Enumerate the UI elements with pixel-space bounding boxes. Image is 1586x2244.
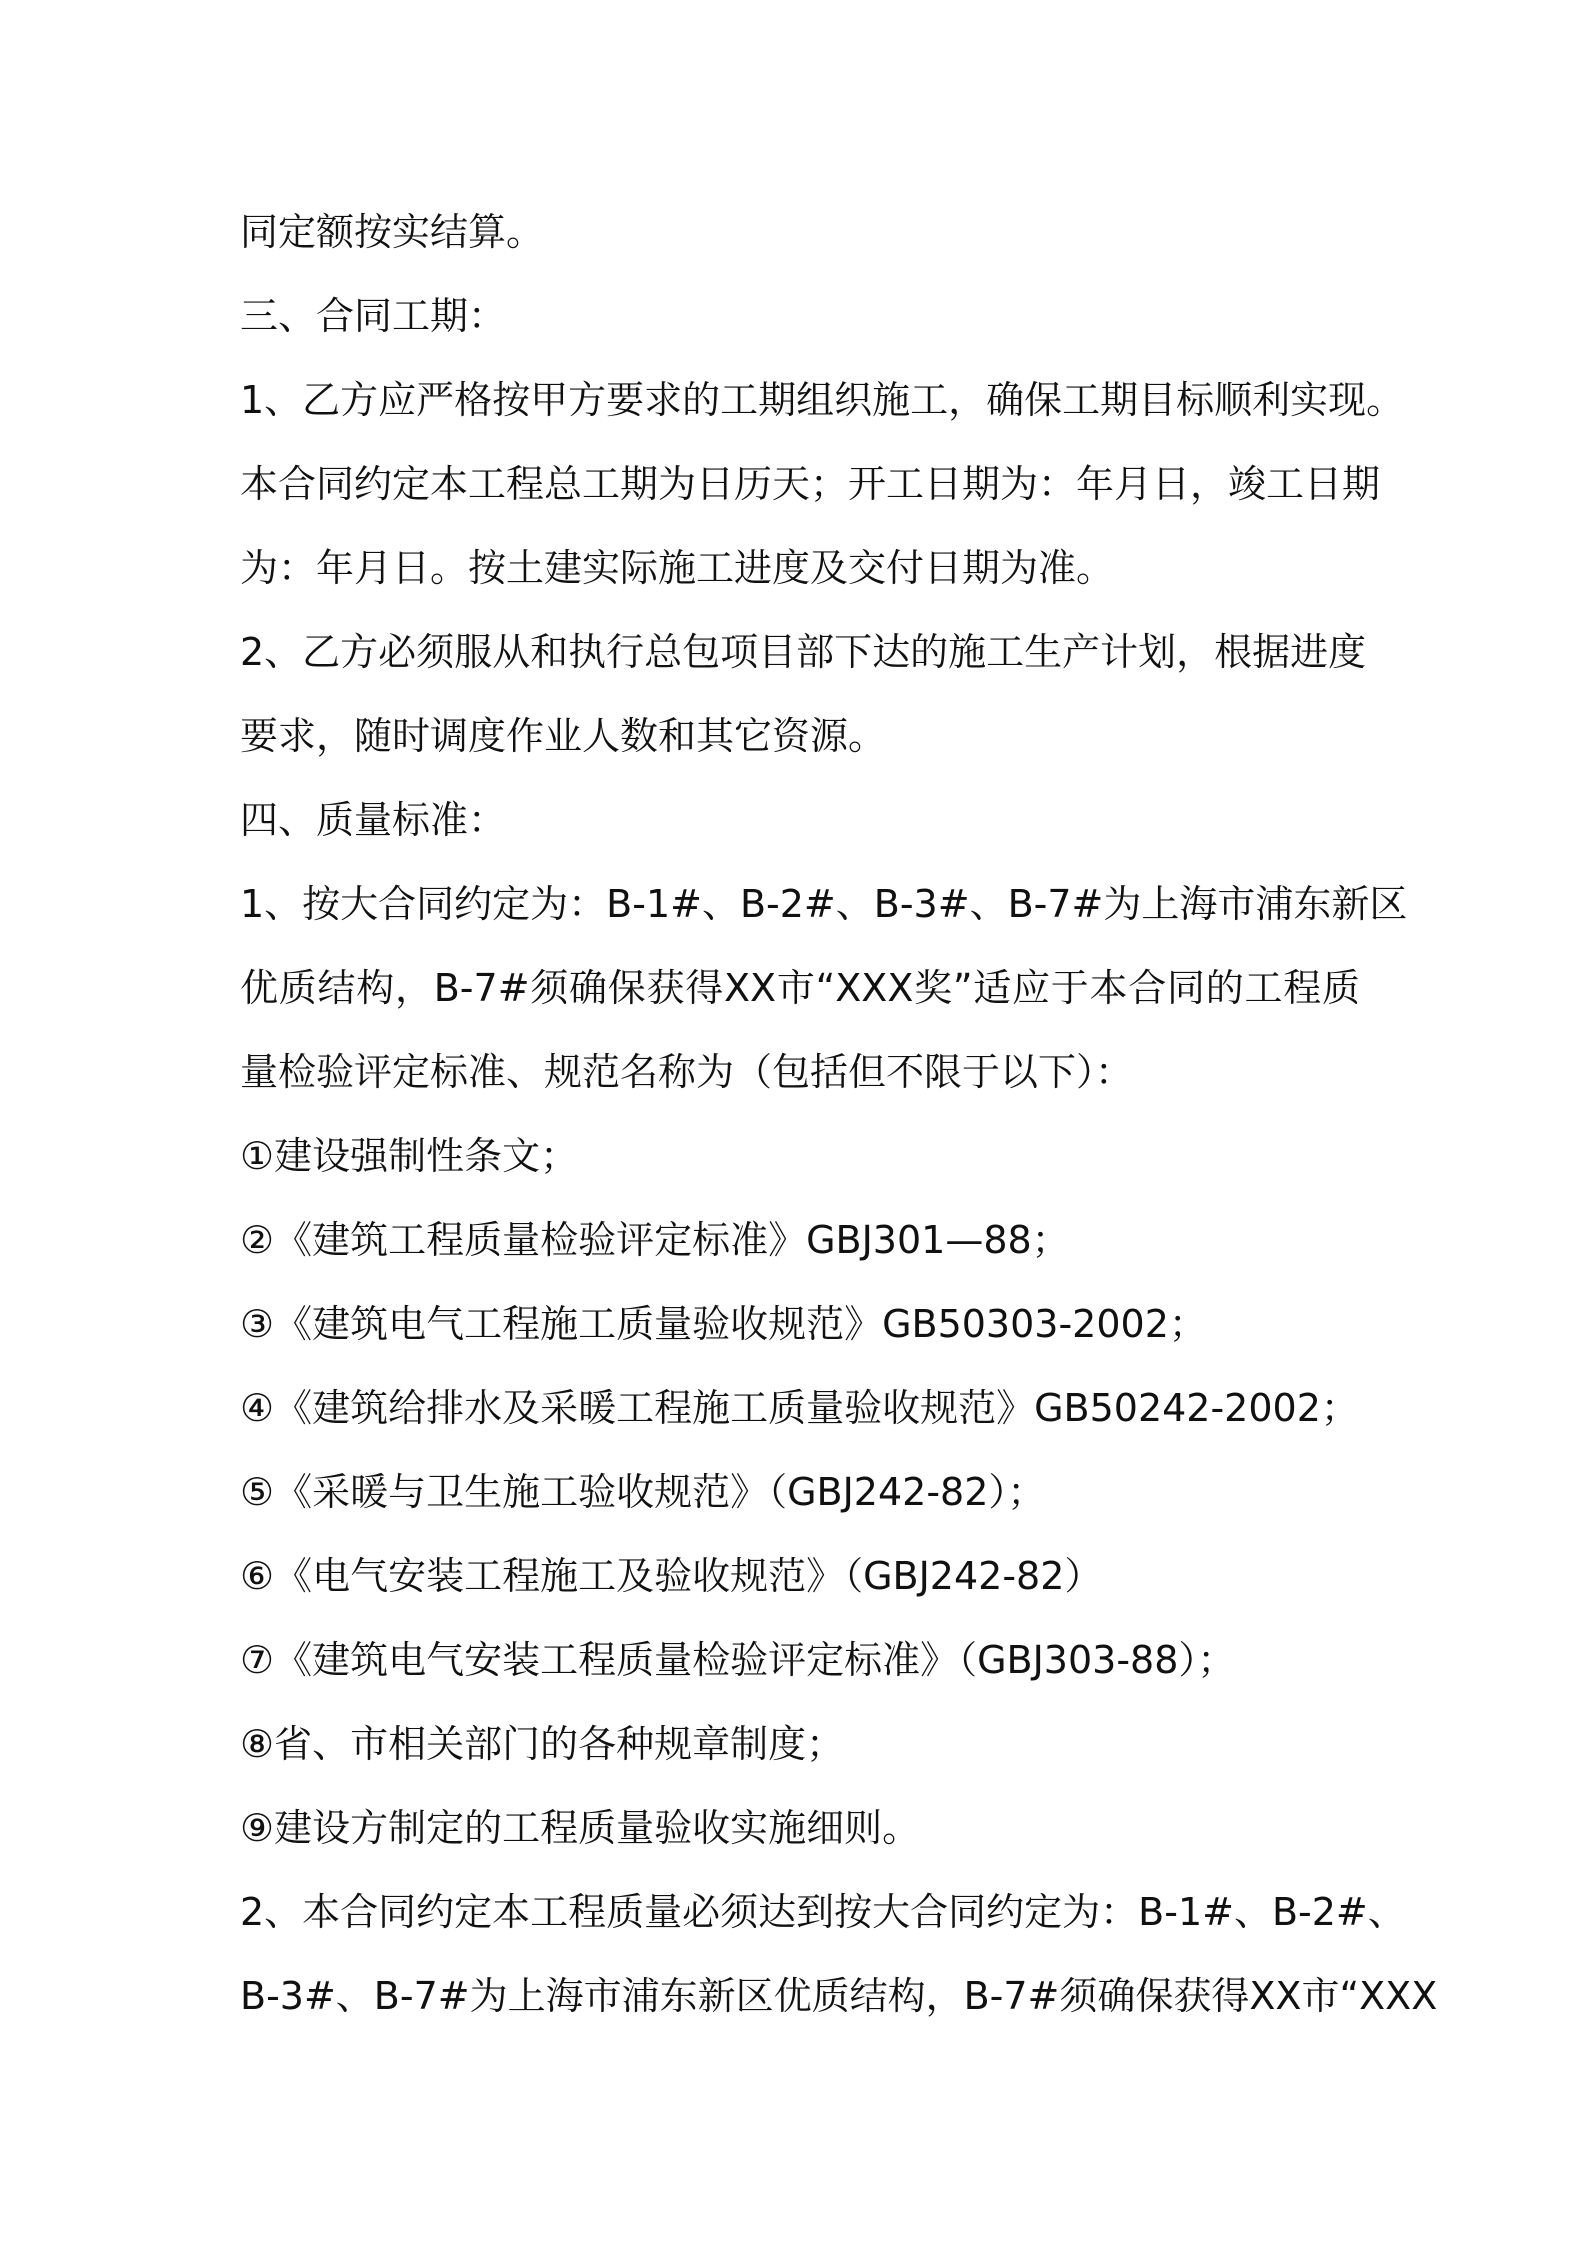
text-line: 1、乙方应严格按甲方要求的工期组织施工，确保工期目标顺利实现。 — [240, 378, 1405, 422]
list-item: ⑤《采暖与卫生施工验收规范》（GBJ242-82）； — [240, 1470, 1046, 1514]
text-line: 优质结构，B-7#须确保获得XX市“XXX奖”适应于本合同的工程质 — [240, 966, 1360, 1010]
list-item: ②《建筑工程质量检验评定标准》GBJ301—88； — [240, 1218, 1070, 1262]
text-line: 2、乙方必须服从和执行总包项目部下达的施工生产计划，根据进度 — [240, 630, 1367, 674]
list-item: ④《建筑给排水及采暖工程施工质量验收规范》GB50242-2002； — [240, 1386, 1359, 1430]
section-heading-schedule: 三、合同工期： — [240, 294, 507, 338]
text-line: 要求，随时调度作业人数和其它资源。 — [240, 714, 887, 758]
text-line: 量检验评定标准、规范名称为（包括但不限于以下）： — [240, 1050, 1134, 1094]
section-heading-quality: 四、质量标准： — [240, 798, 507, 842]
list-item: ⑧省、市相关部门的各种规章制度； — [240, 1722, 845, 1766]
text-line: 1、按大合同约定为：B-1#、B-2#、B-3#、B-7#为上海市浦东新区 — [240, 882, 1408, 926]
list-item: ⑥《电气安装工程施工及验收规范》（GBJ242-82） — [240, 1554, 1103, 1598]
text-line: 同定额按实结算。 — [240, 210, 545, 254]
list-item: ⑦《建筑电气安装工程质量检验评定标准》（GBJ303-88）； — [240, 1638, 1236, 1682]
text-line: 本合同约定本工程总工期为日历天；开工日期为：年月日，竣工日期 — [240, 462, 1381, 506]
list-item: ⑨建设方制定的工程质量验收实施细则。 — [240, 1806, 921, 1850]
list-item: ③《建筑电气工程施工质量验收规范》GB50303-2002； — [240, 1302, 1207, 1346]
document-body — [240, 190, 1438, 2038]
list-item: ①建设强制性条文； — [240, 1134, 579, 1178]
text-line: 2、本合同约定本工程质量必须达到按大合同约定为：B-1#、B-2#、 — [240, 1890, 1406, 1934]
text-line: B-3#、B-7#为上海市浦东新区优质结构，B-7#须确保获得XX市“XXX — [240, 1974, 1438, 2018]
text-line: 为：年月日。按土建实际施工进度及交付日期为准。 — [240, 546, 1115, 590]
